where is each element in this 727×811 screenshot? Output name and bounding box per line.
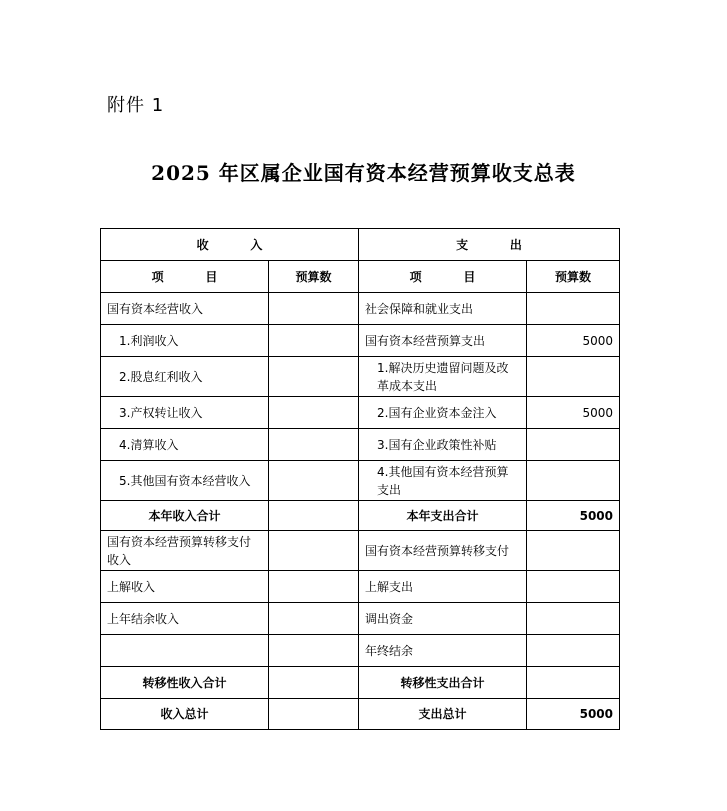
table-row — [101, 635, 620, 667]
income-item-cell: 上解收入 — [101, 571, 269, 603]
expense-item-column-header: 项 目 — [359, 261, 527, 293]
income-item-cell: 收入总计 — [101, 699, 269, 730]
income-item-cell: 上年结余收入 — [101, 603, 269, 635]
income-item-cell: 转移性收入合计 — [101, 667, 269, 699]
income-value-cell — [269, 357, 359, 397]
expense-item-cell: 转移性支出合计 — [359, 667, 527, 699]
expense-item-cell: 年终结余 — [359, 635, 527, 667]
attachment-label: 附件 1 — [107, 95, 165, 116]
grand-total-row — [101, 699, 620, 730]
expense-value-cell: 5000 — [527, 501, 620, 531]
income-value-cell — [269, 501, 359, 531]
income-value-cell — [269, 429, 359, 461]
expense-value-cell — [527, 531, 620, 571]
expense-budget-column-header: 预算数 — [527, 261, 620, 293]
table-row — [101, 603, 620, 635]
income-item-cell: 3.产权转让收入 — [101, 397, 269, 429]
table-row — [101, 325, 620, 357]
income-item-cell: 5.其他国有资本经营收入 — [101, 461, 269, 501]
expense-value-cell: 5000 — [527, 325, 620, 357]
income-value-cell — [269, 397, 359, 429]
subtotal-row — [101, 501, 620, 531]
expense-value-cell — [527, 667, 620, 699]
income-item-cell: 1.利润收入 — [101, 325, 269, 357]
column-header-row — [101, 261, 620, 293]
section-header-row — [101, 229, 620, 261]
expense-item-cell: 上解支出 — [359, 571, 527, 603]
expense-value-cell — [527, 635, 620, 667]
expense-value-cell — [527, 571, 620, 603]
income-value-cell — [269, 667, 359, 699]
expense-value-cell — [527, 357, 620, 397]
expense-value-cell — [527, 603, 620, 635]
expense-item-cell: 2.国有企业资本金注入 — [359, 397, 527, 429]
table-row — [101, 461, 620, 501]
expense-item-cell: 1.解决历史遗留问题及改革成本支出 — [359, 357, 527, 397]
page-title: 2025 年区属企业国有资本经营预算收支总表 — [151, 161, 576, 185]
expense-value-cell — [527, 461, 620, 501]
income-item-cell — [101, 635, 269, 667]
income-value-cell — [269, 293, 359, 325]
income-budget-column-header: 预算数 — [269, 261, 359, 293]
expense-value-cell: 5000 — [527, 397, 620, 429]
income-value-cell — [269, 635, 359, 667]
expense-value-cell — [527, 293, 620, 325]
expense-item-cell: 4.其他国有资本经营预算支出 — [359, 461, 527, 501]
income-value-cell — [269, 603, 359, 635]
expense-item-cell: 调出资金 — [359, 603, 527, 635]
expense-value-cell — [527, 429, 620, 461]
income-item-cell: 本年收入合计 — [101, 501, 269, 531]
expense-item-cell: 3.国有企业政策性补贴 — [359, 429, 527, 461]
income-value-cell — [269, 699, 359, 730]
income-value-cell — [269, 325, 359, 357]
subtotal-row — [101, 667, 620, 699]
income-value-cell — [269, 461, 359, 501]
expense-item-cell: 社会保障和就业支出 — [359, 293, 527, 325]
table-row — [101, 531, 620, 571]
expense-item-cell: 国有资本经营预算支出 — [359, 325, 527, 357]
table-row — [101, 571, 620, 603]
table-row — [101, 397, 620, 429]
income-item-cell: 2.股息红利收入 — [101, 357, 269, 397]
expense-item-cell: 支出总计 — [359, 699, 527, 730]
table-row — [101, 293, 620, 325]
table-row — [101, 429, 620, 461]
income-item-cell: 国有资本经营收入 — [101, 293, 269, 325]
income-value-cell — [269, 571, 359, 603]
expense-item-cell: 国有资本经营预算转移支付 — [359, 531, 527, 571]
income-header: 收 入 — [101, 229, 359, 261]
income-value-cell — [269, 531, 359, 571]
budget-summary-table — [100, 228, 620, 730]
income-item-cell: 国有资本经营预算转移支付收入 — [101, 531, 269, 571]
income-item-cell: 4.清算收入 — [101, 429, 269, 461]
income-item-column-header: 项 目 — [101, 261, 269, 293]
expense-item-cell: 本年支出合计 — [359, 501, 527, 531]
expense-value-cell: 5000 — [527, 699, 620, 730]
table-row — [101, 357, 620, 397]
expense-header: 支 出 — [359, 229, 620, 261]
